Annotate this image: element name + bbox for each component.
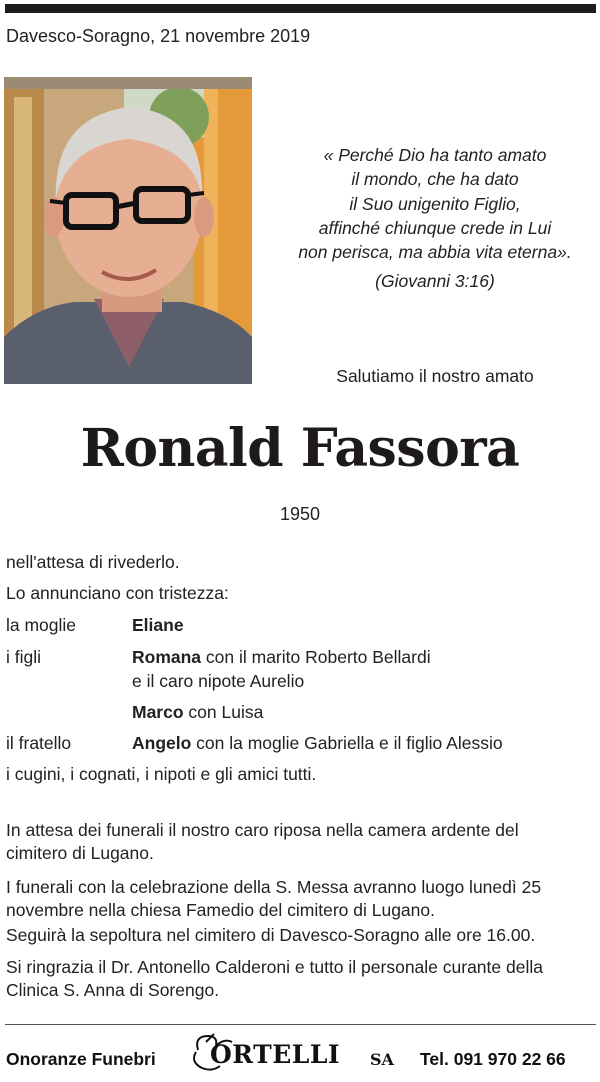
company-suffix: SA xyxy=(370,1050,394,1069)
quote-line: il mondo, che ha dato xyxy=(351,169,519,190)
quote-reference: (Giovanni 3:16) xyxy=(375,271,495,291)
notice-paragraph: I funerali con la celebrazione della S. Messa avranno luogo lunedì 25 novembre nella chiesa Famedio del cimitero di Lugano. xyxy=(6,877,542,920)
notice-paragraph: Si ringrazia il Dr. Antonello Calderoni e tutto il personale curante della Clinica S. Anna di Sorengo. xyxy=(6,957,543,1000)
intro-line: nell'attesa di rivederlo. xyxy=(6,552,180,572)
portrait-photo xyxy=(4,77,252,384)
relative-entry xyxy=(132,647,431,668)
relative-entry xyxy=(132,671,304,692)
relative-entry xyxy=(132,615,184,636)
deceased-name: Ronald Fassora xyxy=(80,418,520,479)
funeral-service-label: Onoranze Funebri xyxy=(6,1049,156,1069)
notice-paragraph: In attesa dei funerali il nostro caro riposa nella camera ardente del cimitero di Lugano. xyxy=(6,820,519,863)
relative-detail: con il marito Roberto Bellardi xyxy=(201,647,431,667)
bottom-rule xyxy=(5,1024,596,1025)
relative-role: il fratello xyxy=(6,733,72,753)
relative-entry xyxy=(132,733,503,754)
bible-quote xyxy=(262,143,600,264)
phone-number: Tel. 091 970 22 66 xyxy=(420,1049,566,1069)
relative-role: la moglie xyxy=(6,615,77,635)
intro-line: Lo annunciano con tristezza: xyxy=(6,583,229,603)
relative-name: Marco xyxy=(132,702,184,722)
quote-line: « Perché Dio ha tanto amato xyxy=(323,145,547,165)
relative-detail: con la moglie Gabriella e il figlio Alessio xyxy=(191,733,503,753)
relative-detail: con Luisa xyxy=(183,702,264,722)
quote-line: il Suo unigenito Figlio, xyxy=(349,193,521,214)
quote-line: non perisca, ma abbia vita eterna». xyxy=(298,242,572,263)
salutation: Salutiamo il nostro amato xyxy=(336,366,534,386)
dateline: Davesco-Soragno, 21 novembre 2019 xyxy=(6,26,311,46)
relative-name: Romana xyxy=(132,647,202,667)
relative-name: Eliane xyxy=(132,615,184,635)
company-name: ORTELLI xyxy=(210,1040,341,1069)
quote-line: affinché chiunque crede in Lui xyxy=(318,217,552,238)
top-rule xyxy=(5,4,596,13)
others-line: i cugini, i cognati, i nipoti e gli amici tutti. xyxy=(6,764,317,784)
relative-name: Angelo xyxy=(132,733,192,753)
birth-year: 1950 xyxy=(279,504,321,524)
notice-paragraph: Seguirà la sepoltura nel cimitero di Davesco-Soragno alle ore 16.00. xyxy=(6,925,536,945)
relative-role: i figli xyxy=(6,647,42,667)
relative-entry xyxy=(132,702,263,723)
relative-detail: e il caro nipote Aurelio xyxy=(132,671,305,691)
